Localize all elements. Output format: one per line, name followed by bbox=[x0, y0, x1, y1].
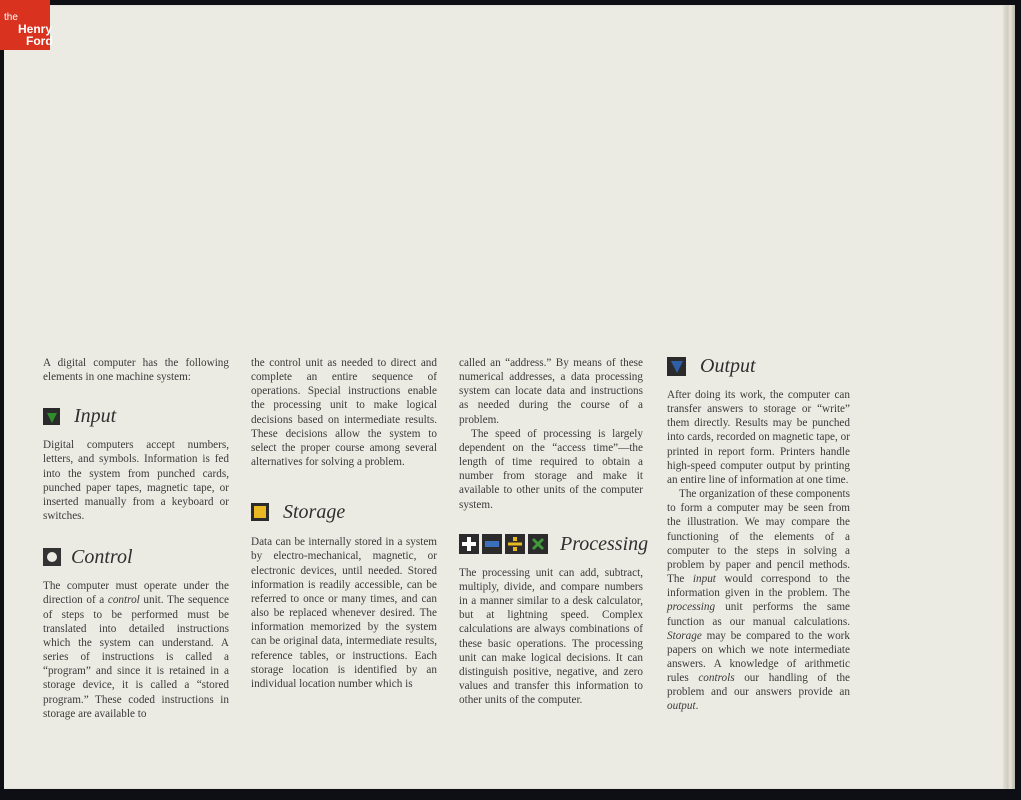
org-em-controls: controls bbox=[698, 672, 735, 685]
intro-text: A digital computer has the following elements in one machine system: bbox=[43, 357, 229, 384]
org-text-d: may be compared to the work papers on which we note intermediate answers. A knowledge of arithmetic rules bbox=[667, 629, 850, 685]
output-triangle bbox=[671, 361, 683, 373]
input-triangle bbox=[47, 413, 57, 423]
org-text-b: would correspond to the information given in the problem. The bbox=[667, 573, 850, 600]
logo-line-ford: Ford bbox=[26, 34, 53, 48]
processing-heading-text: Processing bbox=[560, 532, 649, 555]
input-heading bbox=[43, 404, 229, 428]
control-text-b: unit. The sequence of steps to be performed must be translated into detailed instructions which the system can understand. A series of instructions is called a “program” and since it is retained in a storage device, it is called a “stored program.” These coded instructions in storage are available to bbox=[43, 594, 229, 720]
org-text-c: unit performs the same function as our manual calculations. bbox=[667, 601, 850, 628]
page-edge bbox=[1003, 5, 1015, 789]
yellow-square-icon bbox=[251, 503, 269, 521]
plus-icon bbox=[459, 534, 479, 554]
control-heading bbox=[43, 545, 229, 569]
org-em-output: output bbox=[667, 700, 696, 713]
output-body: After doing its work, the computer can transfer answers to storage or “write” them directly. Results may be punched into cards, recorded on magnetic tape, or printed in report form. Printers handle high-speed computer output by printing an entire line of information at one time. bbox=[667, 389, 850, 486]
henry-ford-logo[interactable] bbox=[0, 0, 53, 50]
access-time-text: The speed of processing is largely dependent on the “access time”—the length of time required to obtain a number from storage and make it available to other units of the computer system. bbox=[459, 427, 643, 511]
processing-heading bbox=[459, 530, 649, 558]
minus-icon bbox=[482, 534, 502, 554]
green-down-triangle-icon bbox=[43, 408, 60, 425]
column-4 bbox=[667, 354, 850, 714]
control-heading-text: Control bbox=[71, 546, 133, 569]
org-text-a: The organization of these components to form a computer may be seen from the illustration. We may compare the functioning of the elements of a computer to the steps in solving a problem by paper and pencil methods. The bbox=[667, 488, 850, 586]
org-em-input: input bbox=[692, 573, 716, 586]
output-heading-text: Output bbox=[700, 354, 756, 377]
storage-heading bbox=[251, 499, 437, 525]
divide-icon bbox=[505, 534, 525, 554]
times-icon bbox=[528, 534, 548, 554]
logo-line-the: the bbox=[4, 12, 18, 23]
control-continued: the control unit as needed to direct and complete an entire sequence of operations. Special instructions enable the processing unit to make logical decisions based on intermediate results. These decisions allow the system to select the proper course among several alternatives for solving a problem. bbox=[251, 357, 437, 469]
input-body: Digital computers accept numbers, letters, and symbols. Information is fed into the system from punched cards, punched paper tapes, magnetic tape, or inserted manually from a keyboard or switches. bbox=[43, 439, 229, 523]
org-em-storage: Storage bbox=[667, 629, 702, 642]
storage-heading-text: Storage bbox=[283, 501, 346, 524]
processing-body: The processing unit can add, subtract, multiply, divide, and compare numbers in a manner similar to a desk calculator, but at lightning speed. Complex calculations are always combinations of these basic operations. The processing unit can make logical decisions. It can distinguish positive, negative, and zero values and transfer this information to other units of the computer. bbox=[459, 566, 643, 707]
storage-body: Data can be internally stored in a system by electro-mechanical, magnetic, or electronic devices, until needed. Stored information is readily accessible, can be referred to once or many times, and can also be replaced whenever desired. The information memorized by the system can be original data, intermediate results, reference tables, or instructions. Each storage location is identified by an individual location number which is bbox=[251, 536, 437, 690]
blue-down-triangle-icon bbox=[667, 357, 686, 376]
organization-text bbox=[667, 487, 850, 714]
input-heading-text: Input bbox=[74, 405, 117, 428]
column-3 bbox=[459, 356, 649, 707]
output-heading bbox=[667, 354, 850, 378]
org-text-f: . bbox=[695, 700, 699, 713]
processing-icons bbox=[459, 534, 548, 554]
logo-line-henry: Henry bbox=[18, 22, 53, 36]
control-text-em: control bbox=[107, 594, 140, 607]
org-text-e: our handling of the problem and our answers provide an bbox=[667, 672, 850, 699]
control-body bbox=[43, 579, 229, 721]
column-1 bbox=[43, 356, 229, 721]
org-em-processing: processing bbox=[667, 601, 716, 614]
ring-icon bbox=[43, 548, 61, 566]
column-2 bbox=[251, 356, 437, 691]
control-text-a: The computer must operate under the direction of a bbox=[43, 580, 229, 607]
address-text: called an “address.” By means of these numerical addresses, a data processing system can locate data and instructions as needed during the course of a problem. bbox=[459, 357, 643, 426]
